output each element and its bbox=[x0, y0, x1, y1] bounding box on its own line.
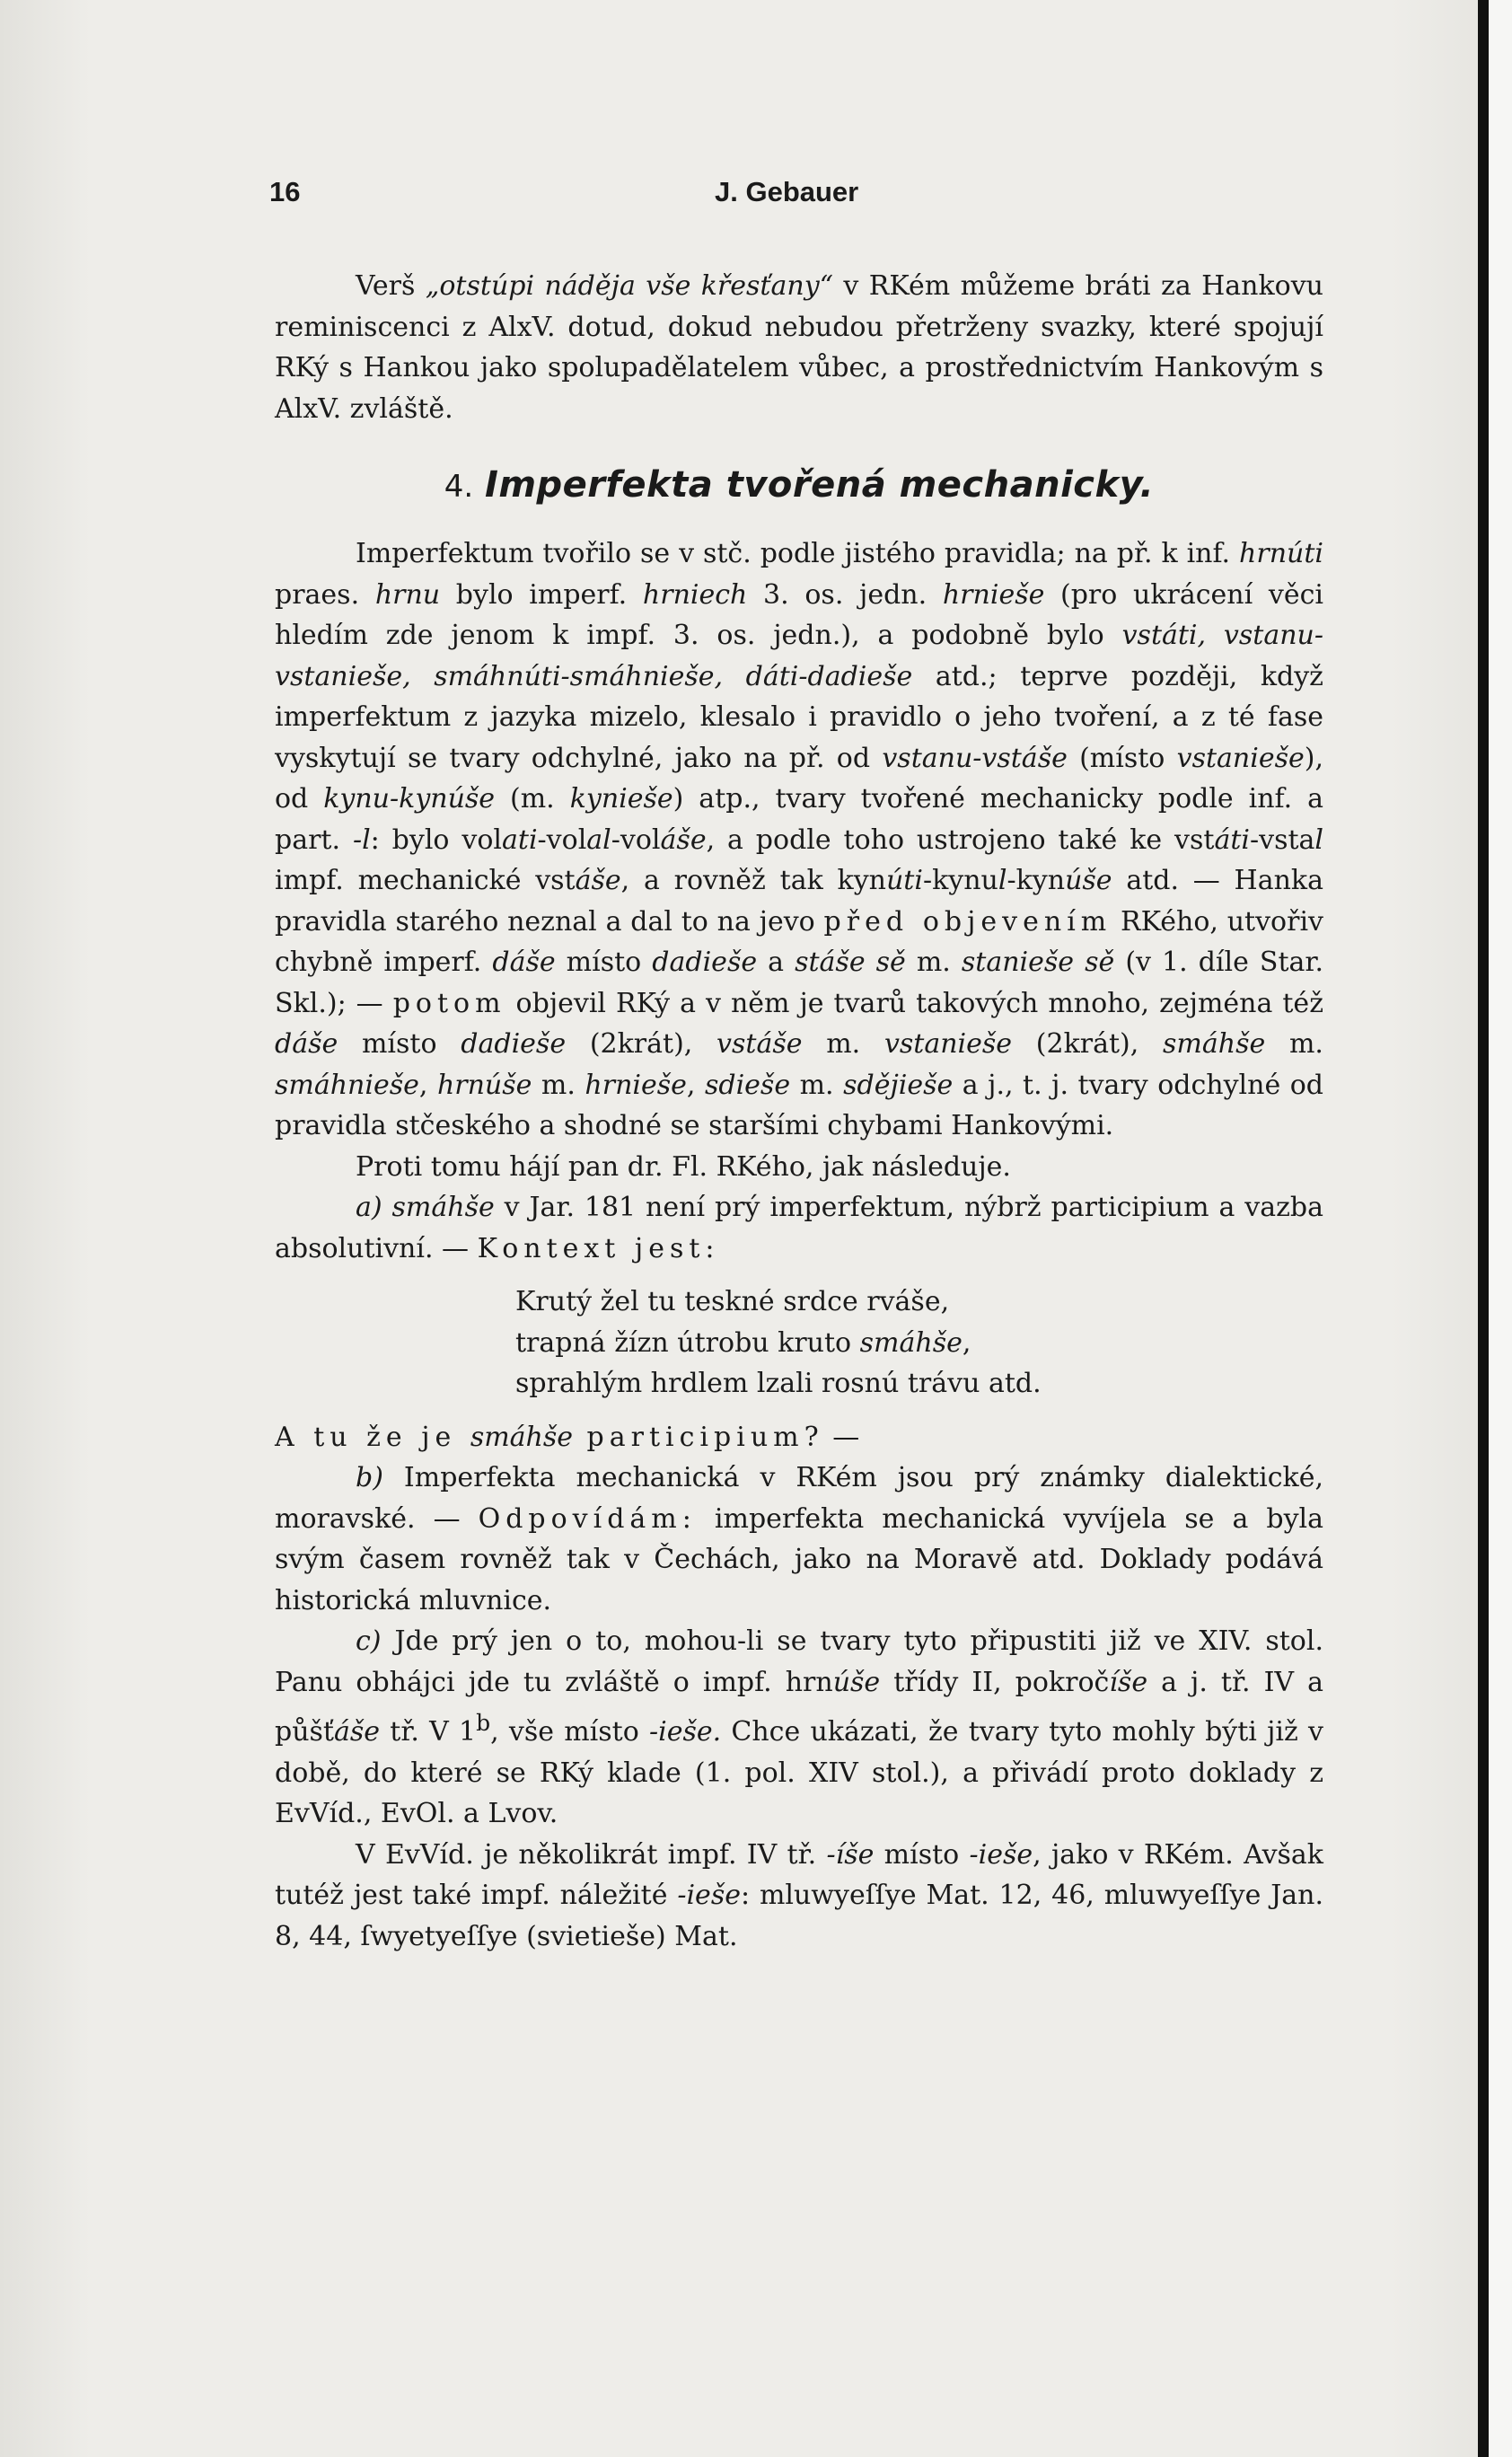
verse-line: trapná žízn útrobu kruto smáhše, bbox=[515, 1326, 971, 1359]
paragraph-point-b: b) Imperfekta mechanická v RKém jsou prý známky dialektické, moravské. — Odpovídám: imperfekta mechanická vyvíjela se a byla svým časem rovněž tak v Čechách, jako na Moravě atd. Doklady podává historická mluvnice. bbox=[275, 1462, 1323, 1616]
paragraph-imperfect-rule: Imperfektum tvořilo se v stč. podle jistého pravidla; na př. k inf. hrnúti praes. hrnu bylo imperf. hrniech 3. os. jedn. hrnieše (pro ukrácení věci hledím zde jenom k impf. 3. os. jedn.), a podobně bylo vstáti, vstanu-vstanieše, smáhnúti-smáhnieše, dáti-dadieše atd.; teprve později, když imperfektum z jazyka mizelo, klesalo i pravidlo o jeho tvoření, a z té fase vyskytují se tvary odchylné, jako na př. od vstanu-vstáše (místo vstanieše), od kynu-kynúše (m. kynieše) atp., tvary tvořené mechanicky podle inf. a part. -l: bylo volati-volal-voláše, a podle toho ustrojeno také ke vstáti-vstal impf. mechanické vstáše, a rovněž tak kynúti-kynul-kynúše atd. — Hanka pravidla starého neznal a dal to na jevo před objevením RKého, utvořiv chybně imperf. dáše místo dadieše a stáše sě m. stanieše sě (v 1. díle Star. Skl.); — potom objevil RKý a v něm je tvarů takových mnoho, zejména též dáše místo dadieše (2krát), vstáše m. vstanieše (2krát), smáhše m. smáhnieše, hrnúše m. hrnieše, sdieše m. sdějieše a j., t. j. tvary odchylné od pravidla stčeského a shodné se staršími chybami Hankovými. bbox=[275, 538, 1324, 1141]
running-header bbox=[269, 176, 1329, 221]
verse-line: Krutý žel tu teskné srdce rváše, bbox=[515, 1286, 950, 1317]
paragraph-participle-question: A tu že je smáhše participium? — bbox=[275, 1421, 860, 1453]
paragraph-point-a: a) smáhše v Jar. 181 není prý imperfektum, nýbrž participium a vazba absolutivní. — Kontext jest: bbox=[275, 1192, 1323, 1264]
paragraph-verse-reference: Verš „otstúpi nádějа vše křesťany“ v RKém můžeme bráti za Hankovu reminiscenci z AlxV. dotud, dokud nebudou přetrženy svazky, které spojují RKý s Hankou jako spolupadělatelem vůbec, a prostřednictvím Hankovým s AlxV. zvláště. bbox=[275, 270, 1324, 425]
page-number: 16 bbox=[269, 176, 301, 207]
verse-line: sprahlým hrdlem lzali rosnú trávu atd. bbox=[515, 1368, 1042, 1399]
paragraph-point-c: c) Jde prý jen o to, mohou-li se tvary tyto připustiti již ve XIV. stol. Panu obhájci jde tu zvláště o impf. hrnúše třídy II, pokročíše a j. tř. IV a půšťáše tř. V 1$^b$, vše místo -ieše. Chce ukázati, že tvary tyto mohly býti již v době, do které se RKý klade (1. pol. XIV stol.), a přivádí proto doklady z EvVíd., EvOl. a Lvov. bbox=[275, 1625, 1324, 1829]
section-title: Imperfekta tvořená mechanicky. bbox=[484, 464, 1155, 506]
scan-edge bbox=[1478, 0, 1489, 2457]
paragraph-evvid: V EvVíd. je několikrát impf. IV tř. -íše místo -ieše, jako v RKém. Avšak tutéž jest také impf. náležité -ieše: mluwyeſſye Mat. 12, 46, mluwyeſſye Jan. 8, 44, ſwyetyeſſye (svietieše) Mat. bbox=[275, 1838, 1324, 1952]
paragraph-defense-intro: Proti tomu hájí pan dr. Fl. RKého, jak následuje. bbox=[356, 1150, 1011, 1183]
body-text bbox=[275, 266, 1323, 1957]
running-head-author: J. Gebauer bbox=[715, 176, 859, 207]
section-heading bbox=[275, 460, 1323, 512]
section-number: 4. bbox=[444, 469, 474, 505]
scan-margin bbox=[1489, 0, 1512, 2457]
verse-quote bbox=[515, 1281, 1323, 1405]
